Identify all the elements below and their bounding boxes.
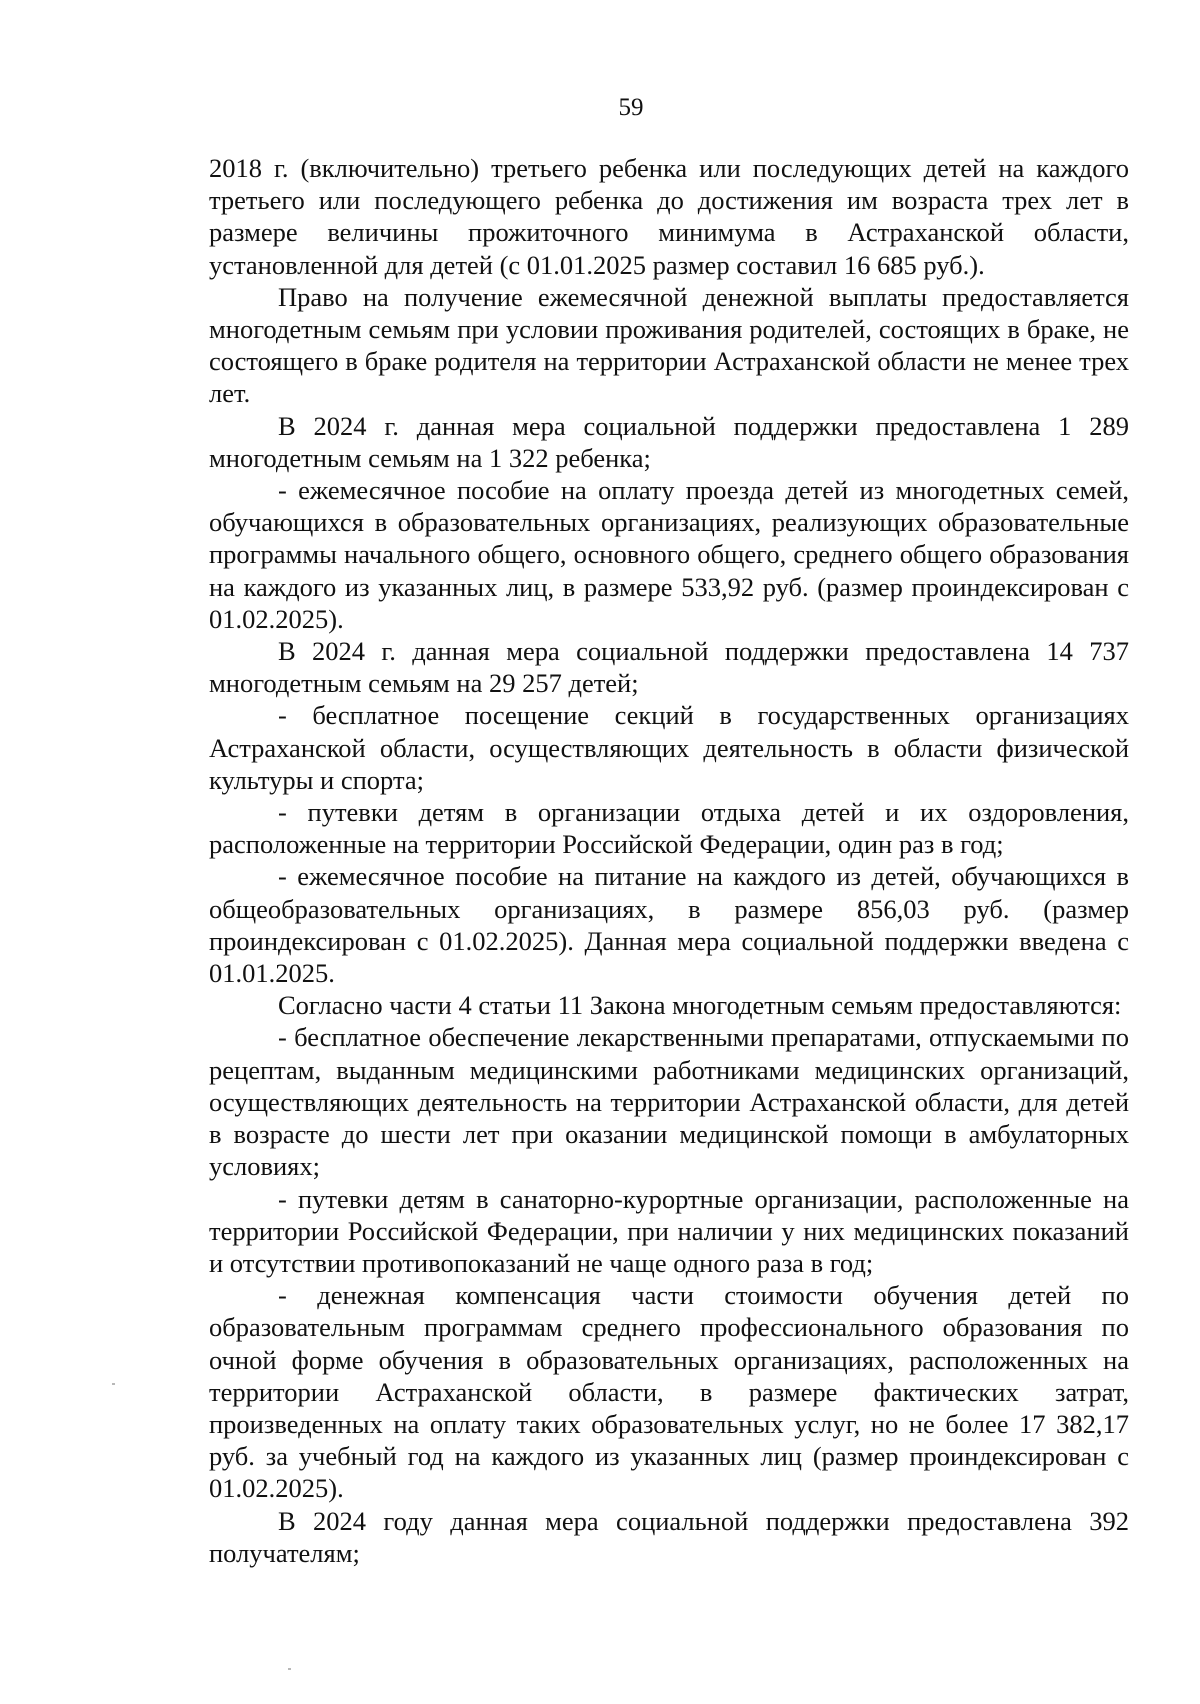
page-number: 59 (618, 94, 644, 121)
list-item: - путевки детям в организации отдыха детей и их оздоровления, расположенные на территории Российской Федерации, один раз в год; (209, 797, 1129, 860)
paragraph: Согласно части 4 статьи 11 Закона многодетным семьям предоставляются: (278, 990, 1122, 1021)
paragraph: В 2024 г. данная мера социальной поддержки предоставлена 1 289 многодетным семьям на 1 322 ребенка; (209, 410, 1129, 473)
paragraph: Право на получение ежемесячной денежной выплаты предоставляется многодетным семьям при условии проживания родителей, состоящих в браке, не состоящего в браке родителя на территории Астраханской области не менее трех лет. (209, 281, 1129, 409)
paragraph: В 2024 г. данная мера социальной поддержки предоставлена 14 737 многодетным семьям на 29 257 детей; (209, 636, 1129, 699)
list-item: - путевки детям в санаторно-курортные организации, расположенные на территории Российской Федерации, при наличии у них медицинских показаний и отсутствии противопоказаний не чаще одного раза в год; (209, 1183, 1129, 1278)
list-item: - ежемесячное пособие на оплату проезда детей из многодетных семей, обучающихся в образовательных организациях, реализующих образовательные программы начального общего, основного общего, среднего общего образования на каждого из указанных лиц, в размере 533,92 руб. (размер проиндексирован с 01.02.2025). (209, 475, 1129, 634)
list-item: - бесплатное обеспечение лекарственными препаратами, отпускаемыми по рецептам, выданным медицинскими работниками медицинских организаций, осуществляющих деятельность на территории Астраханской области, для детей в возрасте до шести лет при оказании медицинской помощи в амбулаторных условиях; (209, 1022, 1129, 1182)
document-body (209, 152, 1129, 1569)
scan-speck (112, 1383, 115, 1385)
list-item: - ежемесячное пособие на питание на каждого из детей, обучающихся в общеобразовательных организациях, в размере 856,03 руб. (размер проиндексирован с 01.02.2025). Данная мера социальной поддержки введена с 01.01.2025. (209, 861, 1129, 989)
scan-speck (288, 1668, 291, 1670)
list-item: - бесплатное посещение секций в государственных организациях Астраханской области, осуществляющих деятельность в области физической культуры и спорта; (209, 700, 1129, 795)
paragraph: 2018 г. (включительно) третьего ребенка или последующих детей на каждого третьего или последующего ребенка до достижения им возраста трех лет в размере величины прожиточного минимума в Астраханской области, установленной для детей (с 01.01.2025 размер составил 16 685 руб.). (209, 153, 1129, 280)
paragraph: В 2024 году данная мера социальной поддержки предоставлена 392 получателям; (209, 1505, 1129, 1568)
list-item: - денежная компенсация части стоимости обучения детей по образовательным программам среднего профессионального образования по очной форме обучения в образовательных организациях, расположенных на территории Астраханской области, в размере фактических затрат, произведенных на оплату таких образовательных услуг, но не более 17 382,17 руб. за учебный год на каждого из указанных лиц (размер проиндексирован с 01.02.2025). (209, 1280, 1129, 1504)
